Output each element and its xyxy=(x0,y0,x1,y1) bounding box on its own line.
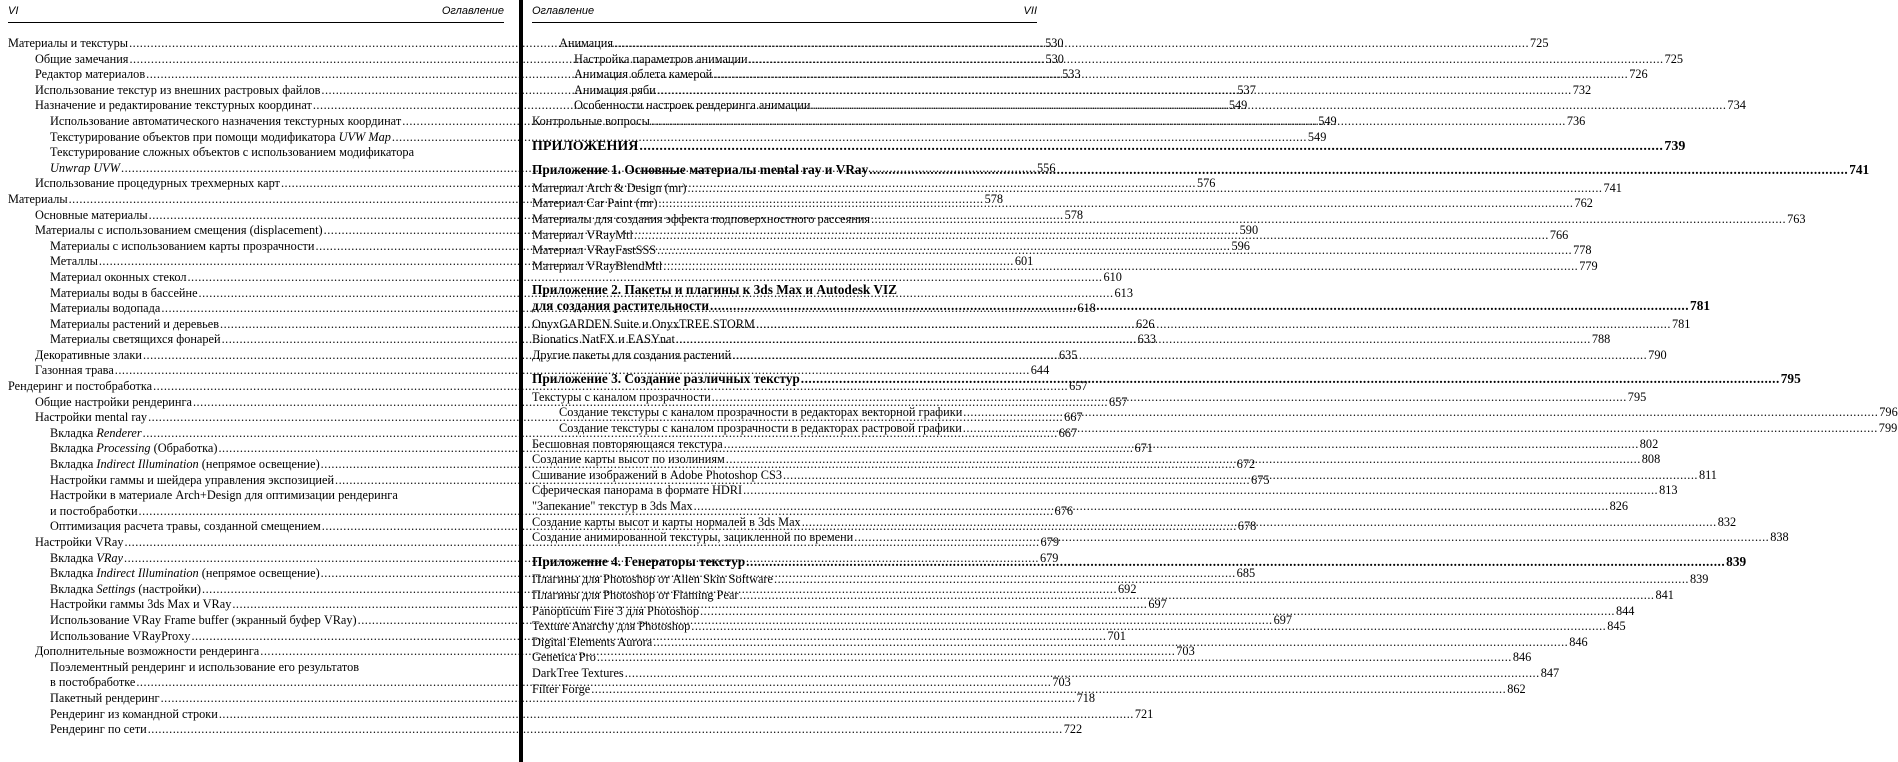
toc-page-number: 613 xyxy=(1114,285,1133,300)
toc-entry-title: Вкладка Settings (настройки) xyxy=(50,581,202,596)
leader-dots xyxy=(687,181,1602,197)
toc-entry-title: Создание карты высот и карты нормалей в 3ds Max xyxy=(532,514,801,529)
toc-page-number: 644 xyxy=(1030,363,1050,378)
toc-page-number: 725 xyxy=(1664,51,1684,66)
toc-page-number: 556 xyxy=(1037,160,1056,175)
toc-entry-title: Анимация xyxy=(559,36,614,50)
toc-page-number: 779 xyxy=(1579,258,1598,273)
toc-entry-title: Плагины для Photoshop от Alien Skin Software xyxy=(532,572,773,587)
toc-page-number: 596 xyxy=(1231,238,1250,253)
toc-page-number: 667 xyxy=(1058,425,1078,440)
toc-page-number: 839 xyxy=(1726,553,1747,569)
appendix-title-line: Приложение 2. Пакеты и плагины к 3ds Max и Autodesk VIZ xyxy=(532,282,898,298)
leader-dots xyxy=(802,515,1717,531)
toc-page-number: 781 xyxy=(1671,316,1691,331)
toc-page-number: 741 xyxy=(1849,162,1870,178)
toc-entry xyxy=(532,483,1678,499)
leader-dots xyxy=(657,83,1572,99)
leader-dots xyxy=(963,405,1878,421)
toc-entry-title: Материал Arch & Design (mr) xyxy=(532,180,687,195)
toc-page-number: 549 xyxy=(1318,113,1337,128)
leader-dots xyxy=(724,437,1639,453)
toc-entry-title: Настройки гаммы и шейдера управления экспозицией xyxy=(50,472,335,487)
toc-entry xyxy=(532,258,1598,275)
toc-entry xyxy=(8,690,1096,707)
right-header-title: Оглавление xyxy=(532,5,595,17)
toc-entry-title: Вкладка Indirect Illumination (непрямое освещение) xyxy=(50,566,320,581)
toc-entry-title: Общие замечания xyxy=(35,51,129,66)
toc-entry-title: Рендеринг по сети xyxy=(50,722,147,737)
toc-entry-title: Материал VRayFastSSS xyxy=(532,243,657,258)
leader-dots xyxy=(726,452,1641,468)
toc-page-number: 618 xyxy=(1077,301,1096,316)
toc-entry-title: Panopticum Fire 3 для Photoshop xyxy=(532,603,699,618)
toc-page-number: 657 xyxy=(1108,394,1128,409)
toc-page-number: 578 xyxy=(984,191,1004,206)
leader-dots xyxy=(854,530,1769,546)
toc-page-number: 762 xyxy=(1574,196,1593,211)
toc-entry-title: Вкладка Renderer xyxy=(50,425,142,440)
leader-dots xyxy=(746,554,1725,570)
toc-page-number: 703 xyxy=(1176,644,1195,659)
toc-entry-title: Вкладка VRay xyxy=(50,550,123,565)
toc-entry-title: Вкладка Indirect Illumination (непрямое освещение) xyxy=(50,457,320,472)
toc-page-number: 799 xyxy=(1878,421,1898,436)
toc-entry-title: Материал VRayMtl xyxy=(532,227,633,242)
leader-dots xyxy=(963,421,1878,437)
left-page-number: VI xyxy=(8,5,19,17)
toc-page-number: 838 xyxy=(1770,530,1789,545)
leader-dots xyxy=(691,619,1606,635)
leader-dots xyxy=(869,162,1848,178)
toc-page-number: 788 xyxy=(1591,332,1611,347)
toc-page-number: 633 xyxy=(1137,332,1157,347)
toc-entry-title: DarkTree Textures xyxy=(532,665,624,680)
toc-page-number: 549 xyxy=(1307,129,1327,144)
leader-dots xyxy=(694,499,1609,515)
toc-entry-title: Бесшовная повторяющаяся текстура xyxy=(532,436,723,451)
toc-entry-title: Рендеринг и постобработка xyxy=(8,379,153,394)
leader-dots xyxy=(700,604,1615,620)
toc-entry-title: Металлы xyxy=(50,254,98,269)
toc-entry-title: Настройки mental ray xyxy=(35,410,148,425)
toc-entry xyxy=(532,138,1686,155)
toc-entry-title: Использование текстур из внешних растровых файлов xyxy=(35,82,321,97)
leader-dots xyxy=(713,67,1628,83)
toc-entry-title: Использование VRay Frame buffer (экранный буфер VRay) xyxy=(50,612,357,627)
toc-page-number: 679 xyxy=(1040,535,1059,549)
leader-dots xyxy=(676,332,1591,348)
leader-dots xyxy=(639,139,1663,155)
leader-dots xyxy=(783,468,1698,484)
toc-entry-title: Материалы для создания эффекта подповерхностного рассеяния xyxy=(532,211,871,226)
toc-page-number: 530 xyxy=(1045,51,1064,66)
toc-entry-title: Материалы xyxy=(8,191,68,206)
toc-entry-title: Создание текстуры с каналом прозрачности в редакторах растровой графики xyxy=(559,421,962,436)
toc-page-number: 845 xyxy=(1607,619,1626,634)
toc-page-number: 601 xyxy=(1014,254,1034,269)
toc-entry-title: Сферическая панорама в формате HDRI xyxy=(532,483,743,498)
toc-page-number: 610 xyxy=(1103,269,1122,284)
right-running-header xyxy=(532,4,1037,23)
leader-dots xyxy=(749,52,1664,68)
toc-entry-title: Digital Elements Aurora xyxy=(532,634,653,649)
leader-dots xyxy=(597,650,1512,666)
toc-entry-title: Рендеринг из командной строки xyxy=(50,706,218,721)
toc-entry-title: Genetica Pro xyxy=(532,650,596,665)
leader-dots xyxy=(625,666,1540,682)
toc-page-number: 549 xyxy=(1228,98,1248,113)
toc-page-number: 813 xyxy=(1659,483,1678,498)
toc-entry-title: Материал VRayBlendMtl xyxy=(532,258,663,273)
toc-entry-title: Оптимизация расчета травы, созданной смещением xyxy=(50,519,321,534)
leader-dots xyxy=(811,98,1726,114)
toc-page-number: 847 xyxy=(1540,665,1560,680)
toc-entry-title: Контрольные вопросы xyxy=(532,113,650,128)
leader-dots xyxy=(710,298,1689,314)
toc-entry-title: Материалы воды в бассейне xyxy=(50,285,198,300)
toc-page-number: 839 xyxy=(1690,572,1709,587)
toc-entry-title: Настройка параметров анимации xyxy=(574,51,748,66)
toc-entry-title: Filter Forge xyxy=(532,681,591,696)
toc-page-number: 703 xyxy=(1052,675,1071,690)
toc-page-number: 796 xyxy=(1879,405,1898,420)
leader-dots xyxy=(651,114,1566,130)
toc-page-number: 781 xyxy=(1690,297,1710,313)
toc-entry-title: Анимация облета камерой xyxy=(574,67,713,82)
toc-entry xyxy=(8,706,1154,723)
toc-page-number: 802 xyxy=(1639,436,1659,451)
toc-page-number: 808 xyxy=(1641,452,1661,467)
toc-page-number: 722 xyxy=(1063,722,1083,737)
toc-page-number: 701 xyxy=(1107,628,1126,643)
toc-page-number: 726 xyxy=(1629,67,1648,82)
toc-page-number: 846 xyxy=(1512,650,1532,665)
toc-page-number: 692 xyxy=(1118,581,1137,596)
leader-dots xyxy=(634,228,1549,244)
toc-entry xyxy=(532,665,1560,682)
toc-page-number: 533 xyxy=(1062,67,1081,82)
left-header-title: Оглавление xyxy=(441,5,504,17)
toc-page-number: 766 xyxy=(1549,227,1569,242)
toc-entry-title: ПРИЛОЖЕНИЯ xyxy=(532,138,639,154)
toc-page-number: 721 xyxy=(1134,706,1154,721)
toc-page-number: 576 xyxy=(1196,176,1216,191)
leader-dots xyxy=(743,483,1658,499)
toc-entry-title: Материалы светящихся фонарей xyxy=(50,332,221,347)
leader-dots xyxy=(774,572,1689,588)
toc-entry-title: Материалы с использованием карты прозрачности xyxy=(50,238,315,253)
toc-entry-title: Назначение и редактирование текстурных координат xyxy=(35,98,312,113)
toc-entry-title: Материал оконных стекол xyxy=(50,269,187,284)
toc-page-number: 672 xyxy=(1236,457,1256,472)
toc-page-number: 739 xyxy=(1664,138,1686,154)
page-divider xyxy=(519,0,523,762)
toc-page-number: 734 xyxy=(1727,98,1746,113)
toc-entry-title: Другие пакеты для создания растений xyxy=(532,347,732,362)
toc-entry-title: Создание текстуры с каналом прозрачности в редакторах векторной графики xyxy=(559,405,963,420)
toc-page-number: 530 xyxy=(1045,36,1064,50)
toc-entry xyxy=(532,196,1593,212)
left-running-header xyxy=(8,4,504,23)
leader-dots xyxy=(663,259,1578,275)
toc-page-number: 736 xyxy=(1566,113,1586,128)
toc-entry-title: "Запекание" текстур в 3ds Max xyxy=(532,499,693,514)
toc-entry-title: Использование процедурных трехмерных карт xyxy=(35,176,280,191)
toc-entry-title: Анимация ряби xyxy=(574,82,656,97)
toc-page-number: 795 xyxy=(1627,389,1647,404)
toc-entry-line: Текстурирование сложных объектов с использованием модификатора xyxy=(50,145,415,160)
toc-page-number: 635 xyxy=(1058,347,1078,362)
toc-entry-title: Приложение 3. Создание различных текстур xyxy=(532,371,800,387)
toc-page-number: 537 xyxy=(1237,82,1256,97)
toc-entry-title: Текстуры с каналом прозрачности xyxy=(532,389,711,404)
toc-page-number: 718 xyxy=(1076,690,1096,705)
toc-page-number: 578 xyxy=(1064,207,1084,222)
toc-page-number: 826 xyxy=(1609,499,1629,514)
leader-dots xyxy=(658,196,1573,212)
toc-page-number: 778 xyxy=(1573,243,1592,258)
toc-entry-title: Использование VRayProxy xyxy=(50,628,191,643)
toc-page-number: 844 xyxy=(1615,603,1635,618)
leader-dots xyxy=(756,317,1671,333)
leader-dots xyxy=(740,588,1655,604)
toc-entry-title: Unwrap UVW xyxy=(50,160,121,175)
toc-entry-title: и постобработки xyxy=(50,503,138,518)
toc-page-number: 590 xyxy=(1239,223,1259,238)
toc-entry-title: Приложение 1. Основные материалы mental ray и VRay xyxy=(532,162,869,178)
leader-dots xyxy=(614,36,1529,52)
toc-entry-title: для создания растительности xyxy=(532,297,710,313)
toc-page-number: 832 xyxy=(1717,514,1737,529)
toc-entry-title: Дополнительные возможности рендеринга xyxy=(35,644,260,659)
toc-entry-title: Редактор материалов xyxy=(35,67,146,82)
toc-page-number: 626 xyxy=(1136,316,1155,331)
toc-entry-title: Материалы растений и деревьев xyxy=(50,316,220,331)
toc-entry-title: OnyxGARDEN Suite и OnyxTREE STORM xyxy=(532,316,755,331)
toc-entry-title: Материалы с использованием смещения (displacement) xyxy=(35,223,323,238)
toc-page-number: 846 xyxy=(1569,634,1588,649)
toc-page-number: 657 xyxy=(1069,379,1088,394)
toc-entry-title: Настройки гаммы 3ds Max и VRay xyxy=(50,597,232,612)
leader-dots xyxy=(591,682,1506,698)
leader-dots xyxy=(871,212,1786,228)
toc-entry-title: Bionatics NatFX и EASYnat xyxy=(532,332,675,347)
toc-entry-title: Создание карты высот по изолиниям xyxy=(532,452,725,467)
toc-entry-line: Поэлементный рендеринг и использование его результатов xyxy=(50,659,360,674)
toc-page-number: 862 xyxy=(1507,681,1526,696)
right-page-number: VII xyxy=(1023,5,1037,17)
toc-page-number: 732 xyxy=(1572,82,1592,97)
toc-page-number: 841 xyxy=(1655,588,1674,602)
toc-entry-line: Настройки в материале Arch+Design для оптимизации рендеринга xyxy=(50,488,398,503)
leader-dots xyxy=(653,635,1568,651)
toc-entry-title: Текстурирование объектов при помощи модификатора UVW Map xyxy=(50,129,391,144)
toc-entry-title: Вкладка Processing (Обработка) xyxy=(50,441,218,456)
toc-page-number: 678 xyxy=(1237,519,1257,534)
leader-dots xyxy=(712,390,1627,406)
toc-page-number: 675 xyxy=(1251,472,1270,487)
toc-page-number: 697 xyxy=(1148,597,1167,612)
toc-entry xyxy=(8,269,1122,286)
toc-page-number: 790 xyxy=(1648,347,1667,362)
toc-page-number: 685 xyxy=(1236,566,1256,581)
toc-page-number: 697 xyxy=(1273,612,1293,627)
toc-entry-title: Декоративные злаки xyxy=(35,347,142,362)
toc-entry-title: Сшивание изображений в Adobe Photoshop CS3 xyxy=(532,467,782,482)
toc-entry-title: в постобработке xyxy=(50,675,136,690)
toc-entry-title: Приложение 4. Генераторы текстур xyxy=(532,553,746,569)
toc-entry-title: Пакетный рендеринг xyxy=(50,690,160,705)
toc-page-number: 811 xyxy=(1698,467,1717,482)
toc-entry-title: Материалы и текстуры xyxy=(8,36,129,50)
leader-dots xyxy=(801,371,1780,387)
toc-entry-title: Общие настройки рендеринга xyxy=(35,394,192,409)
toc-page-number: 763 xyxy=(1787,211,1806,226)
toc-entry-title: Использование автоматического назначения текстурных координат xyxy=(50,113,402,128)
toc-entry-title: Настройки VRay xyxy=(35,535,124,549)
toc-entry-title: Материалы водопада xyxy=(50,301,161,316)
toc-entry-title: Основные материалы xyxy=(35,207,148,222)
toc-page-number: 795 xyxy=(1780,371,1801,387)
toc-entry-title: Материал Car Paint (mr) xyxy=(532,196,658,211)
leader-dots xyxy=(732,348,1647,364)
toc-entry xyxy=(8,722,1083,738)
leader-dots xyxy=(657,243,1572,259)
toc-page-number: 679 xyxy=(1040,550,1059,565)
toc-page-number: 671 xyxy=(1134,441,1153,456)
toc-page-number: 676 xyxy=(1054,503,1073,518)
toc-entry-title: Плагины для Photoshop от Flaming Pear xyxy=(532,588,739,602)
toc-entry-title: Особенности настроек рендеринга анимации xyxy=(574,98,811,113)
toc-entry-title: Texture Anarchy для Photoshop xyxy=(532,619,691,634)
toc-entry-title: Газонная трава xyxy=(35,363,114,378)
toc-page-number: 667 xyxy=(1064,410,1083,425)
toc-page-number: 741 xyxy=(1603,180,1622,195)
toc-page-number: 725 xyxy=(1530,36,1549,50)
toc-entry-title: Создание анимированной текстуры, зацикленной по времени xyxy=(532,530,854,545)
